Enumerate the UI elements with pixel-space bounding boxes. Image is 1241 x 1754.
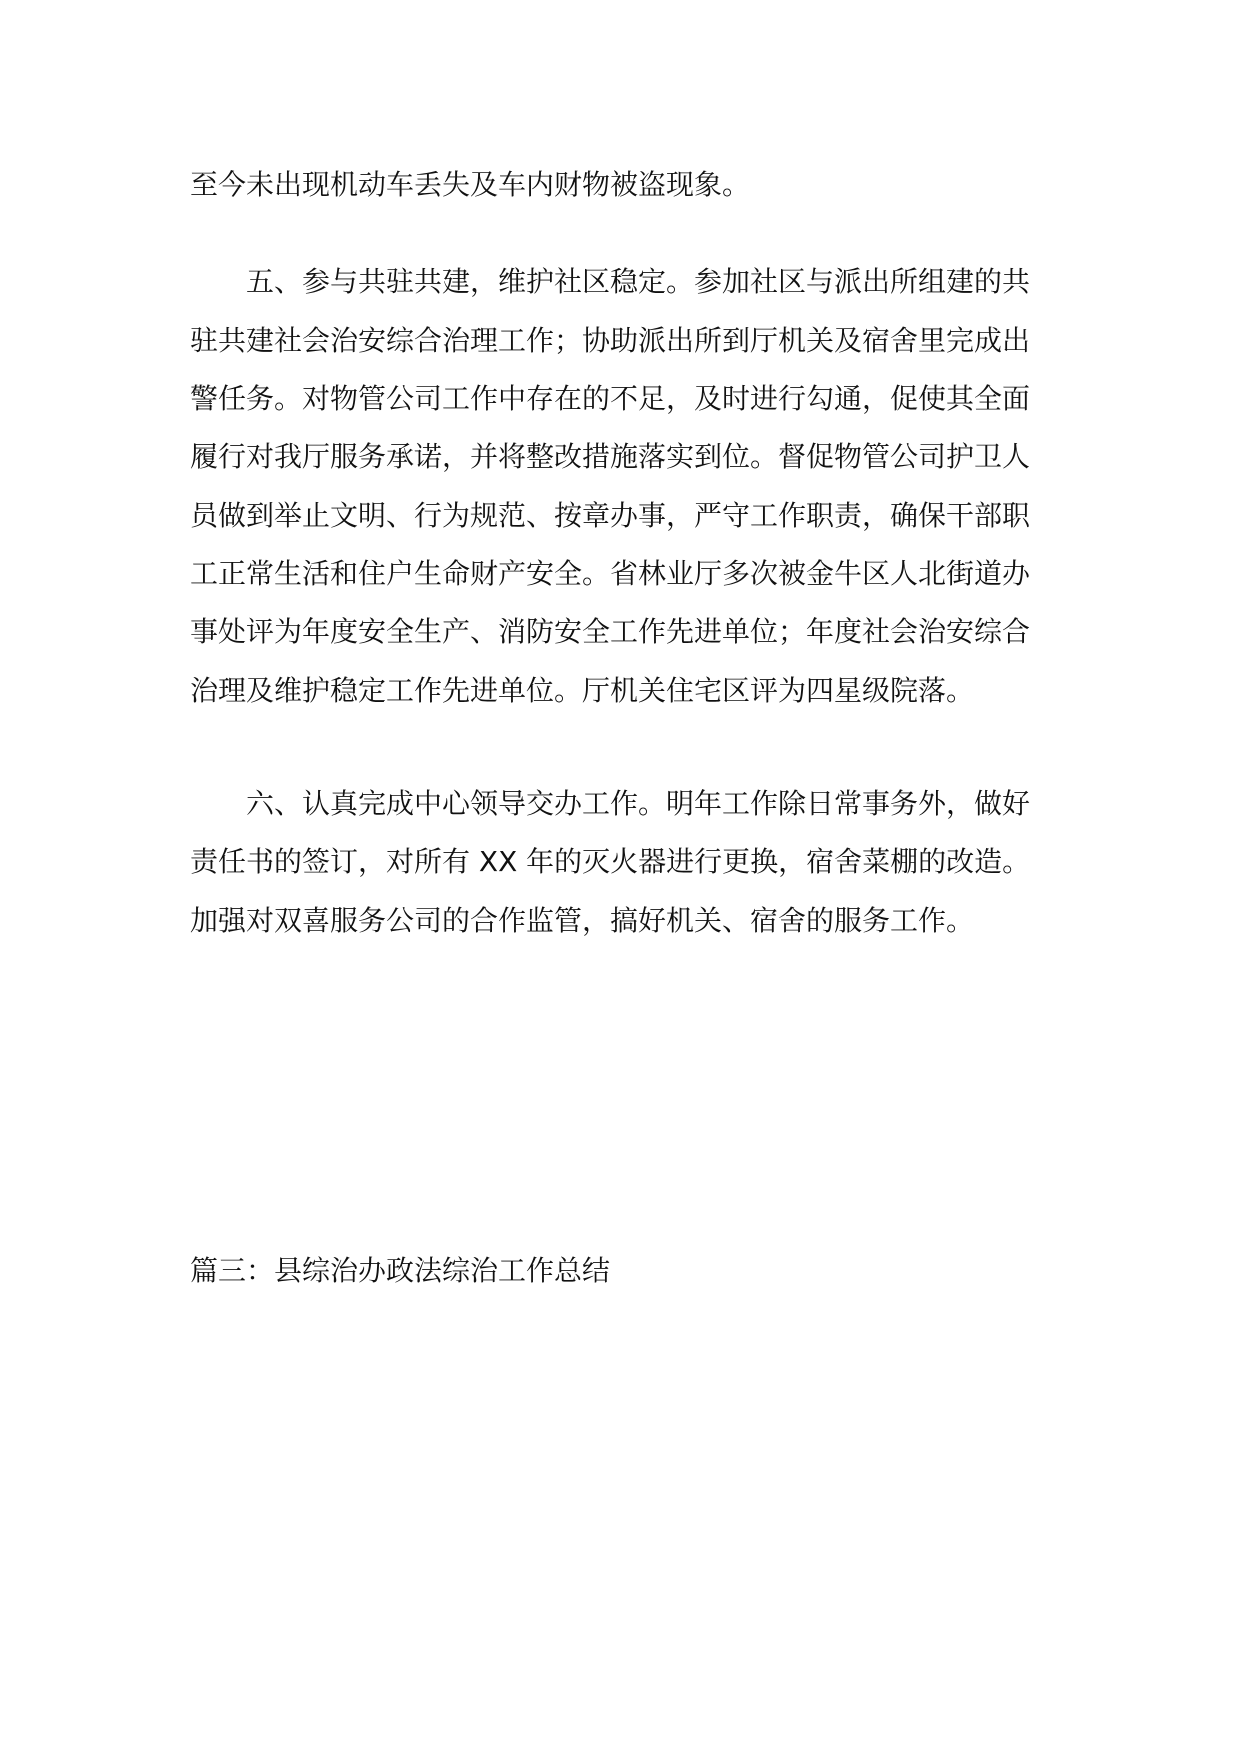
paragraph-line: 员做到举止文明、行为规范、按章办事，严守工作职责，确保干部职 (190, 499, 1031, 532)
paragraph-line: 责任书的签订，对所有 XX 年的灭火器进行更换，宿舍菜棚的改造。 (190, 845, 1031, 878)
paragraph-line: 事处评为年度安全生产、消防安全工作先进单位；年度社会治安综合 (190, 615, 1031, 648)
paragraph-line: 履行对我厅服务承诺，并将整改措施落实到位。督促物管公司护卫人 (190, 440, 1031, 473)
paragraph-line: 治理及维护稳定工作先进单位。厅机关住宅区评为四星级院落。 (190, 674, 975, 707)
paragraph-line: 驻共建社会治安综合治理工作；协助派出所到厅机关及宿舍里完成出 (190, 324, 1031, 357)
section-heading: 篇三：县综治办政法综治工作总结 (190, 1254, 611, 1287)
paragraph-line: 警任务。对物管公司工作中存在的不足，及时进行勾通，促使其全面 (190, 382, 1031, 415)
paragraph-line: 工正常生活和住户生命财产安全。省林业厅多次被金牛区人北街道办 (190, 557, 1031, 590)
paragraph-line: 加强对双喜服务公司的合作监管，搞好机关、宿舍的服务工作。 (190, 904, 975, 937)
paragraph-line: 五、参与共驻共建，维护社区稳定。参加社区与派出所组建的共 (246, 265, 1031, 298)
paragraph-line: 至今未出现机动车丢失及车内财物被盗现象。 (190, 168, 751, 201)
paragraph-line: 六、认真完成中心领导交办工作。明年工作除日常事务外，做好 (246, 787, 1031, 820)
